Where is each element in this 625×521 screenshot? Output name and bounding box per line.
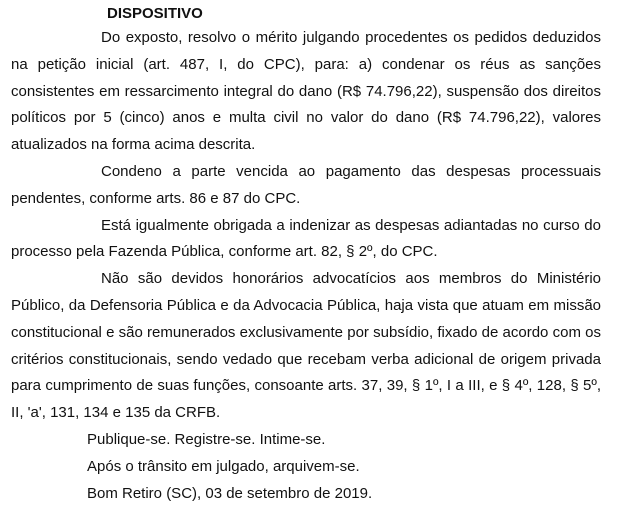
section-heading: DISPOSITIVO bbox=[107, 5, 203, 22]
closing-archive: Após o trânsito em julgado, arquivem-se. bbox=[87, 457, 360, 475]
paragraph-attorney-fees: Não são devidos honorários advocatícios aos membros do Ministério Público, da Defensoria Pública e da Advocacia Pública, haja vista que atuam em missão constitucional e são remunerados exclusivamente por subsídio, fixado de acordo com os critérios constitucionais, sendo vedado que recebam verba adicional de origem privada para cumprimento de suas funções, consoante arts. 37, 39, § 1º, I a III, e § 4º, 128, § 5º, II, 'a', 131, 134 e 135 da CRFB. bbox=[11, 270, 601, 422]
paragraph-ruling: Do exposto, resolvo o mérito julgando procedentes os pedidos deduzidos na petição inicial (art. 487, I, do CPC), para: a) condenar os réus as sanções consistentes em ressarcimento integral do dano (R$ 74.796,22), suspensão dos direitos políticos por 5 (cinco) anos e multa civil no valor do dano (R$ 74.796,22), valores atualizados na forma acima descrita. bbox=[11, 29, 601, 154]
sentence-document bbox=[11, 2, 601, 507]
paragraph-reimbursement: Está igualmente obrigada a indenizar as despesas adiantadas no curso do processo pela Fazenda Pública, conforme art. 82, § 2º, do CPC. bbox=[11, 216, 601, 261]
closing-place-date: Bom Retiro (SC), 03 de setembro de 2019. bbox=[87, 484, 373, 502]
closing-publish: Publique-se. Registre-se. Intime-se. bbox=[87, 430, 326, 448]
paragraph-costs: Condeno a parte vencida ao pagamento das despesas processuais pendentes, conforme arts. 86 e 87 do CPC. bbox=[11, 162, 601, 207]
